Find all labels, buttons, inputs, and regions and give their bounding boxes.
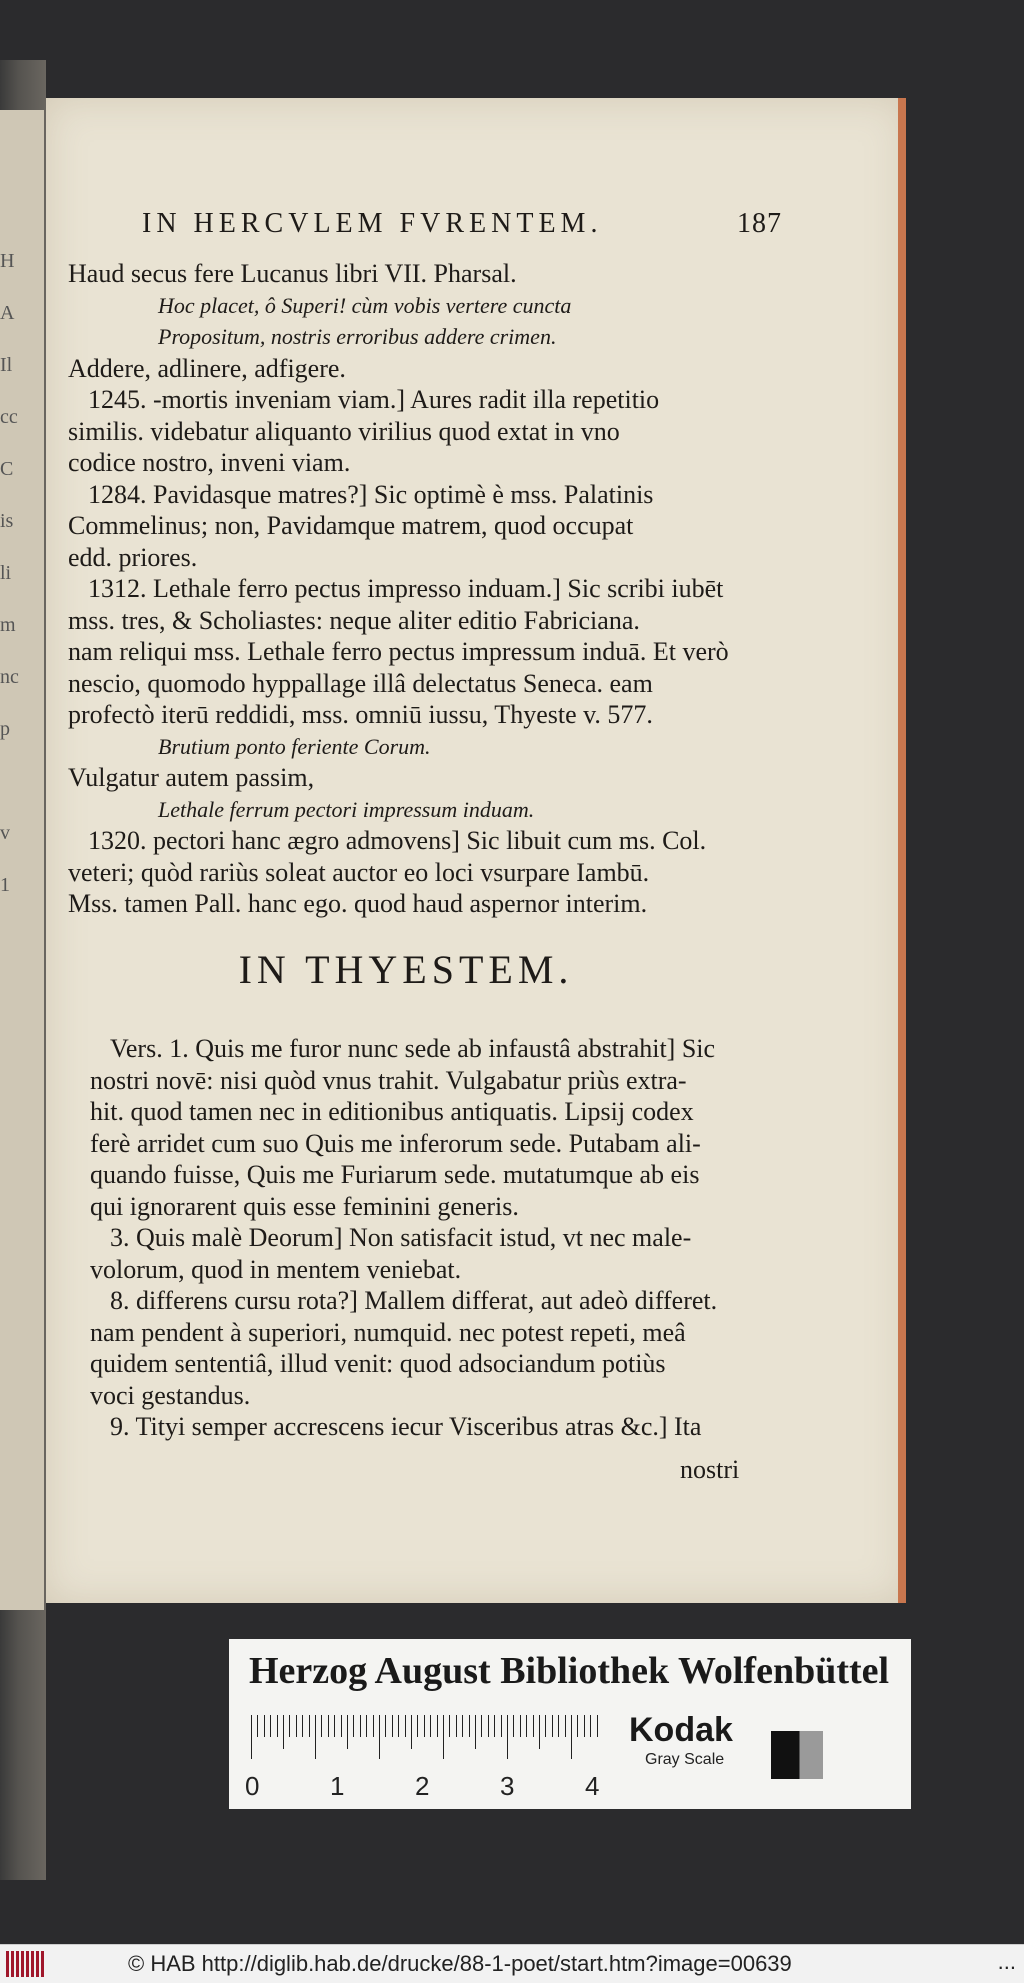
ruler-tick bbox=[584, 1715, 585, 1737]
previous-page-glyph: is bbox=[0, 510, 14, 532]
commentary-text bbox=[68, 258, 788, 920]
text-line: volorum, quod in mentem veniebat. bbox=[90, 1254, 462, 1284]
ruler-tick bbox=[475, 1715, 476, 1749]
text-line: codice nostro, inveni viam. bbox=[68, 448, 351, 477]
text-line: 3. Quis malè Deorum] Non satisfacit istud, vt nec male- bbox=[110, 1223, 692, 1252]
ruler-tick bbox=[443, 1715, 444, 1759]
ruler-tick bbox=[347, 1715, 348, 1749]
text-line: Vers. 1. Quis me furor nunc sede ab infaustâ abstrahit] Sic bbox=[110, 1034, 716, 1063]
ruler-tick bbox=[469, 1715, 470, 1737]
previous-page-glyph: Il bbox=[0, 354, 13, 376]
text-line: 9. Tityi semper accrescens iecur Visceribus atras &c.] Ita bbox=[110, 1412, 702, 1441]
text-line: nam reliqui mss. Lethale ferro pectus impressum induā. Et verò bbox=[68, 637, 729, 666]
running-head-title: IN HERCVLEM FVRENTEM. bbox=[142, 208, 603, 239]
ruler-tick bbox=[321, 1715, 322, 1737]
ruler-tick bbox=[577, 1715, 578, 1737]
thyestes-commentary bbox=[90, 1033, 790, 1443]
kodak-logo: Kodak bbox=[629, 1711, 733, 1749]
source-link[interactable]: © HAB http://diglib.hab.de/drucke/88-1-poet/start.htm?image=00639 bbox=[128, 1951, 792, 1976]
text-line: hit. quod tamen nec in editionibus antiquatis. Lipsij codex bbox=[90, 1097, 694, 1126]
text-line: quidem sententiâ, illud venit: quod adsociandum potiùs bbox=[90, 1349, 666, 1378]
text-line: Commelinus; non, Pavidamque matrem, quod occupat bbox=[68, 511, 634, 540]
library-name: Herzog August Bibliothek Wolfenbüttel bbox=[249, 1650, 890, 1692]
gray-scale-label: Gray Scale bbox=[645, 1751, 725, 1768]
text-line: similis. videbatur aliquanto virilius quod extat in vno bbox=[68, 416, 620, 446]
catchword: nostri bbox=[680, 1455, 740, 1484]
text-line: qui ignorarent quis esse feminini generis. bbox=[90, 1191, 519, 1221]
hab-logo-icon bbox=[6, 1951, 46, 1977]
ruler-number: 1 bbox=[330, 1771, 345, 1801]
ruler-tick bbox=[379, 1715, 380, 1759]
running-head bbox=[142, 208, 782, 248]
ruler-number: 3 bbox=[500, 1771, 515, 1801]
ruler-tick bbox=[277, 1715, 278, 1737]
ruler-tick bbox=[417, 1715, 418, 1737]
ruler-tick bbox=[411, 1715, 412, 1749]
text-line: Addere, adlinere, adfigere. bbox=[68, 353, 346, 383]
text-line: Propositum, nostris erroribus addere crimen. bbox=[158, 324, 557, 349]
text-line: quando fuisse, Quis me Furiarum sede. mutatumque ab eis bbox=[90, 1160, 700, 1189]
ruler-tick bbox=[513, 1715, 514, 1737]
ruler-tick bbox=[315, 1715, 316, 1759]
previous-page-glyph: v bbox=[0, 822, 10, 844]
text-line: Vulgatur autem passim, bbox=[68, 763, 315, 792]
ruler-tick bbox=[251, 1715, 252, 1759]
ruler-tick bbox=[360, 1715, 361, 1737]
ruler-tick bbox=[507, 1715, 508, 1759]
previous-page-glyph: 1 bbox=[0, 874, 10, 896]
ruler-tick bbox=[437, 1715, 438, 1737]
section-title: IN THYESTEM. bbox=[238, 947, 574, 992]
ruler-tick bbox=[296, 1715, 297, 1737]
text-line: Brutium ponto feriente Corum. bbox=[158, 733, 431, 759]
previous-page-glyph: nc bbox=[0, 666, 19, 688]
ruler-tick bbox=[385, 1715, 386, 1737]
ruler-tick bbox=[424, 1715, 425, 1737]
ruler-tick bbox=[283, 1715, 284, 1749]
previous-page-glyph: p bbox=[0, 718, 10, 740]
ruler-number: 2 bbox=[415, 1771, 430, 1801]
ruler-tick bbox=[341, 1715, 342, 1737]
ruler-tick bbox=[533, 1715, 534, 1737]
ruler-tick bbox=[552, 1715, 553, 1737]
ruler-tick bbox=[392, 1715, 393, 1737]
ruler-tick bbox=[481, 1715, 482, 1737]
ruler-tick bbox=[494, 1715, 495, 1737]
text-line: nostri novē: nisi quòd vnus trahit. Vulgabatur priùs extra- bbox=[90, 1065, 687, 1095]
text-line: edd. priores. bbox=[68, 542, 198, 572]
text-line: nescio, quomodo hyppallage illâ delectatus Seneca. eam bbox=[68, 668, 653, 698]
text-line: voci gestandus. bbox=[90, 1380, 251, 1410]
ruler-tick bbox=[257, 1715, 258, 1737]
ruler-tick bbox=[270, 1715, 271, 1737]
ruler-tick bbox=[449, 1715, 450, 1737]
text-line: ferè arridet cum suo Quis me inferorum sede. Putabam ali- bbox=[90, 1128, 701, 1158]
ruler-tick bbox=[328, 1715, 329, 1737]
text-line: Mss. tamen Pall. hanc ego. quod haud aspernor interim. bbox=[68, 889, 648, 918]
ruler-tick bbox=[590, 1715, 591, 1737]
text-line: Lethale ferrum pectori impressum induam. bbox=[158, 796, 535, 822]
previous-page-glyph: li bbox=[0, 562, 12, 584]
ruler-tick bbox=[526, 1715, 527, 1737]
text-line: veteri; quòd rariùs soleat auctor eo loci vsurpare Iambū. bbox=[68, 857, 650, 887]
previous-page-glyph: H bbox=[0, 250, 15, 272]
ruler-tick bbox=[405, 1715, 406, 1737]
previous-page-glyph: cc bbox=[0, 406, 18, 428]
text-line: 1320. pectori hanc ægro admovens] Sic libuit cum ms. Col. bbox=[88, 826, 707, 855]
ruler-tick bbox=[558, 1715, 559, 1737]
ruler-tick bbox=[430, 1715, 431, 1737]
ruler-number: 4 bbox=[585, 1771, 600, 1801]
gray-swatch bbox=[771, 1731, 823, 1779]
ruler-tick bbox=[366, 1715, 367, 1737]
text-line: 1245. -mortis inveniam viam.] Aures radit illa repetitio bbox=[88, 385, 660, 414]
ruler-tick bbox=[571, 1715, 572, 1759]
ruler-tick bbox=[565, 1715, 566, 1737]
ruler-tick bbox=[353, 1715, 354, 1737]
text-line: 1284. Pavidasque matres?] Sic optimè è mss. Palatinis bbox=[88, 479, 654, 509]
text-line: 8. differens cursu rota?] Mallem differat, aut adeò differet. bbox=[110, 1286, 718, 1315]
previous-page-glyph bbox=[0, 770, 40, 822]
color-scale-card bbox=[229, 1639, 911, 1809]
ruler-tick bbox=[520, 1715, 521, 1737]
ruler-tick bbox=[373, 1715, 374, 1737]
ruler-tick bbox=[456, 1715, 457, 1737]
ruler-tick bbox=[545, 1715, 546, 1737]
ruler-tick bbox=[501, 1715, 502, 1737]
text-line: 1312. Lethale ferro pectus impresso induam.] Sic scribi iubēt bbox=[88, 574, 724, 603]
ruler-tick bbox=[334, 1715, 335, 1737]
more-options-icon[interactable]: ... bbox=[997, 1949, 1016, 1974]
previous-page-glyph: m bbox=[0, 614, 16, 636]
ruler-tick bbox=[462, 1715, 463, 1737]
ruler-tick bbox=[302, 1715, 303, 1737]
ruler-tick bbox=[597, 1715, 598, 1737]
text-line: nam pendent à superiori, numquid. nec potest repeti, meâ bbox=[90, 1317, 686, 1347]
ruler-tick bbox=[309, 1715, 310, 1737]
previous-page-glyph: A bbox=[0, 302, 15, 324]
ruler-numbers bbox=[245, 1771, 605, 1801]
ruler-number: 0 bbox=[245, 1771, 260, 1801]
text-line: mss. tres, & Scholiastes: neque aliter editio Fabriciana. bbox=[68, 605, 640, 635]
ruler-tick bbox=[398, 1715, 399, 1737]
text-line: profectò iterū reddidi, mss. omniū iussu, Thyeste v. 577. bbox=[68, 700, 653, 729]
text-line: Haud secus fere Lucanus libri VII. Pharsal. bbox=[68, 259, 517, 288]
text-line: Hoc placet, ô Superi! cùm vobis vertere cuncta bbox=[158, 292, 572, 318]
ruler-scale bbox=[251, 1715, 611, 1759]
viewer-footer bbox=[0, 1944, 1024, 1983]
folio-number: 187 bbox=[737, 208, 782, 239]
ruler-tick bbox=[264, 1715, 265, 1737]
ruler-tick bbox=[289, 1715, 290, 1737]
ruler-tick bbox=[539, 1715, 540, 1749]
previous-page-fragments bbox=[0, 250, 40, 926]
previous-page-glyph: C bbox=[0, 458, 14, 480]
ruler-tick bbox=[488, 1715, 489, 1737]
book-page bbox=[46, 98, 906, 1603]
